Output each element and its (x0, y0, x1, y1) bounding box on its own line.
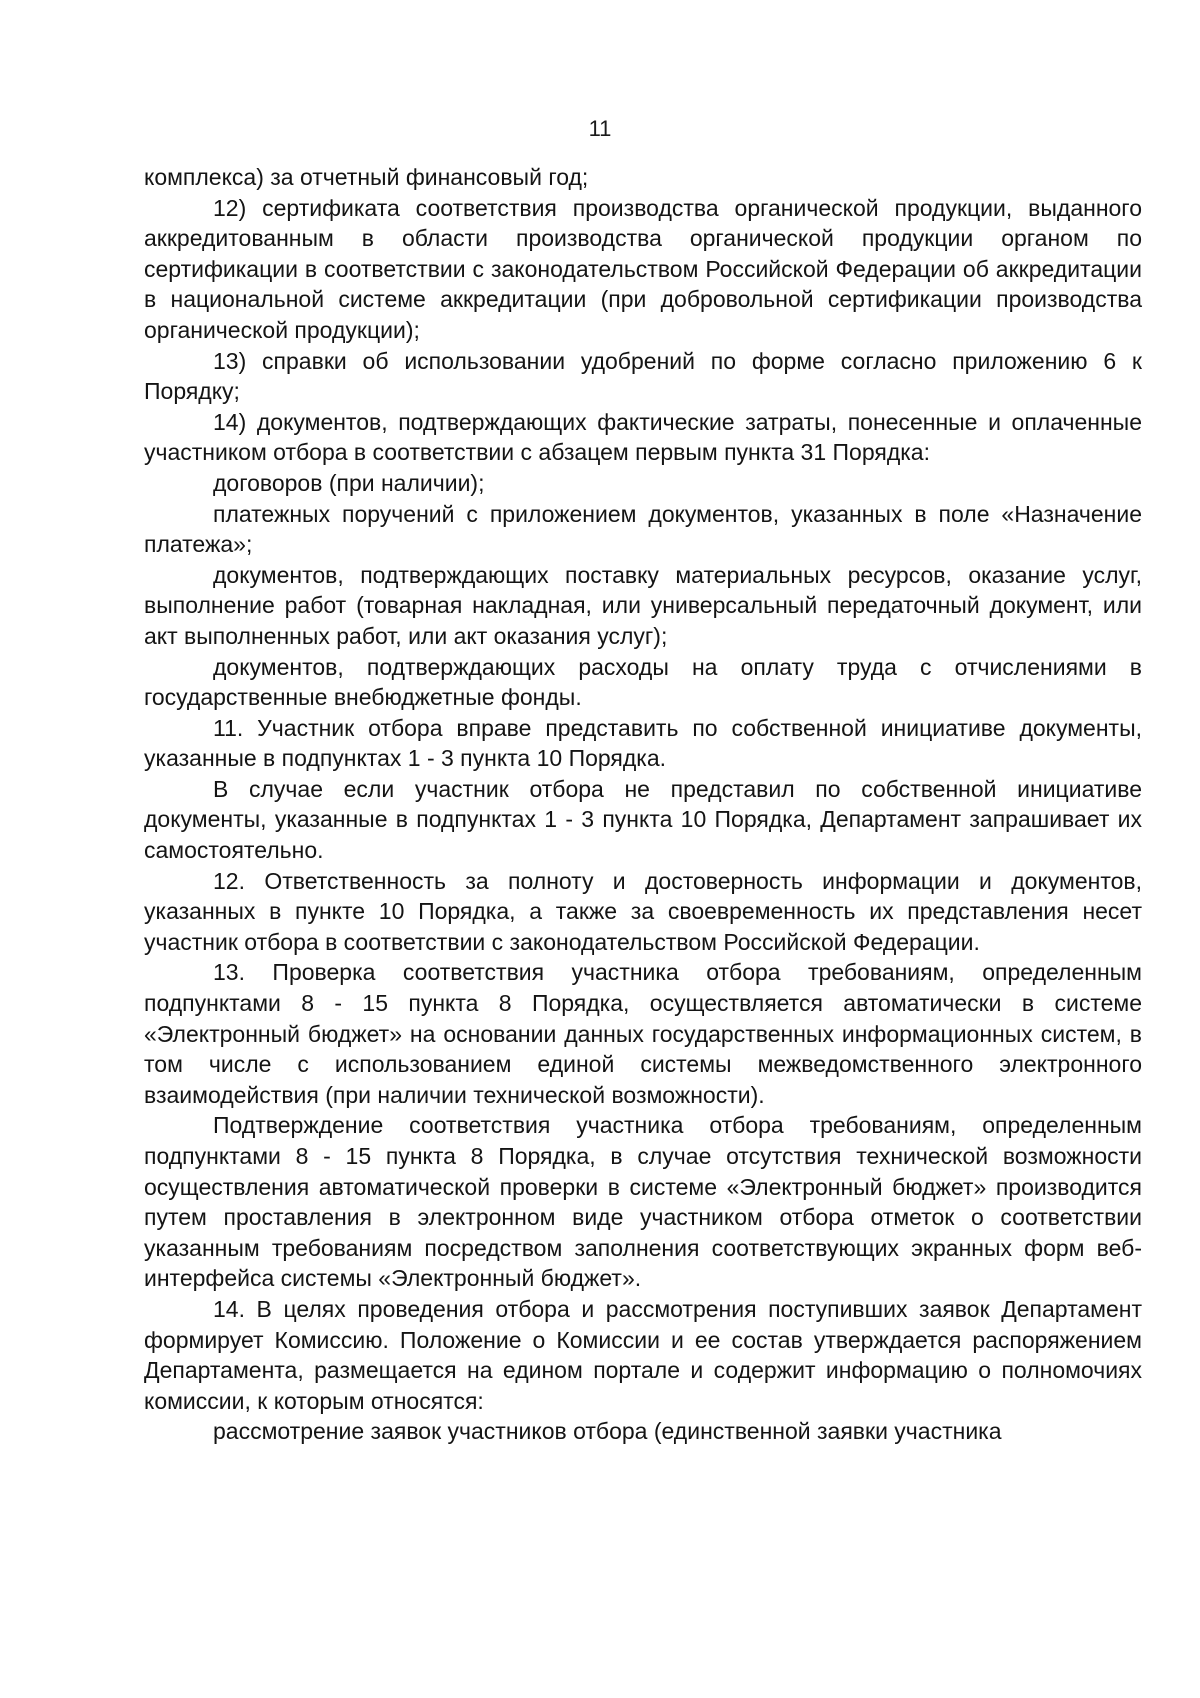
paragraph: 14) документов, подтверждающих фактические затраты, понесенные и оплаченные участником отбора в соответствии с абзацем первым пункта 31 Порядка: (144, 408, 1142, 466)
paragraph: В случае если участник отбора не представил по собственной инициативе документы, указанные в подпунктах 1 - 3 пункта 10 Порядка, Департамент запрашивает их самостоятельно. (144, 775, 1142, 864)
paragraph: 13. Проверка соответствия участника отбора требованиям, определенным подпунктами 8 - 15 пункта 8 Порядка, осуществляется автоматически в системе «Электронный бюджет» на основании данных государственных информационных систем, в том числе с использованием единой системы межведомственного электронного взаимодействия (при наличии технической возможности). (144, 959, 1142, 1108)
paragraph: комплекса) за отчетный финансовый год; (144, 164, 589, 190)
paragraph: документов, подтверждающих расходы на оплату труда с отчислениями в государственные внебюджетные фонды. (144, 653, 1142, 711)
paragraph: 14. В целях проведения отбора и рассмотрения поступивших заявок Департамент формирует Комиссию. Положение о Комиссии и ее состав утверждается распоряжением Департамента, размещается на едином портале и содержит информацию о полномочиях комиссии, к которым относятся: (144, 1295, 1142, 1414)
paragraph: Подтверждение соответствия участника отбора требованиям, определенным подпунктами 8 - 15 пункта 8 Порядка, в случае отсутствия технической возможности осуществления автоматической проверки в системе «Электронный бюджет» производится путем проставления в электронном виде участником отбора отметок о соответствии указанным требованиям посредством заполнения соответствующих экранных форм веб-интерфейса системы «Электронный бюджет». (144, 1112, 1142, 1292)
page-number: 11 (588, 116, 612, 141)
paragraph: 12. Ответственность за полноту и достоверность информации и документов, указанных в пункте 10 Порядка, а также за своевременность их представления несет участник отбора в соответствии с законодательством Российской Федерации. (144, 867, 1142, 955)
paragraph: рассмотрение заявок участников отбора (единственной заявки участника (213, 1418, 1002, 1445)
document-body (144, 162, 1142, 1447)
paragraph: 13) справки об использовании удобрений по форме согласно приложению 6 к Порядку; (144, 347, 1142, 405)
paragraph: платежных поручений с приложением документов, указанных в поле «Назначение платежа»; (144, 500, 1142, 558)
paragraph: 11. Участник отбора вправе представить по собственной инициативе документы, указанные в подпунктах 1 - 3 пункта 10 Порядка. (144, 714, 1142, 772)
paragraph: документов, подтверждающих поставку материальных ресурсов, оказание услуг, выполнение работ (товарная накладная, или универсальный передаточный документ, или акт выполненных работ, или акт оказания услуг); (144, 561, 1142, 649)
paragraph: 12) сертификата соответствия производства органической продукции, выданного аккредитованным в области производства органической продукции органом по сертификации в соответствии с законодательством Российской Федерации об аккредитации в национальной системе аккредитации (при добровольной сертификации производства органической продукции); (144, 194, 1142, 343)
paragraph: договоров (при наличии); (213, 469, 485, 496)
